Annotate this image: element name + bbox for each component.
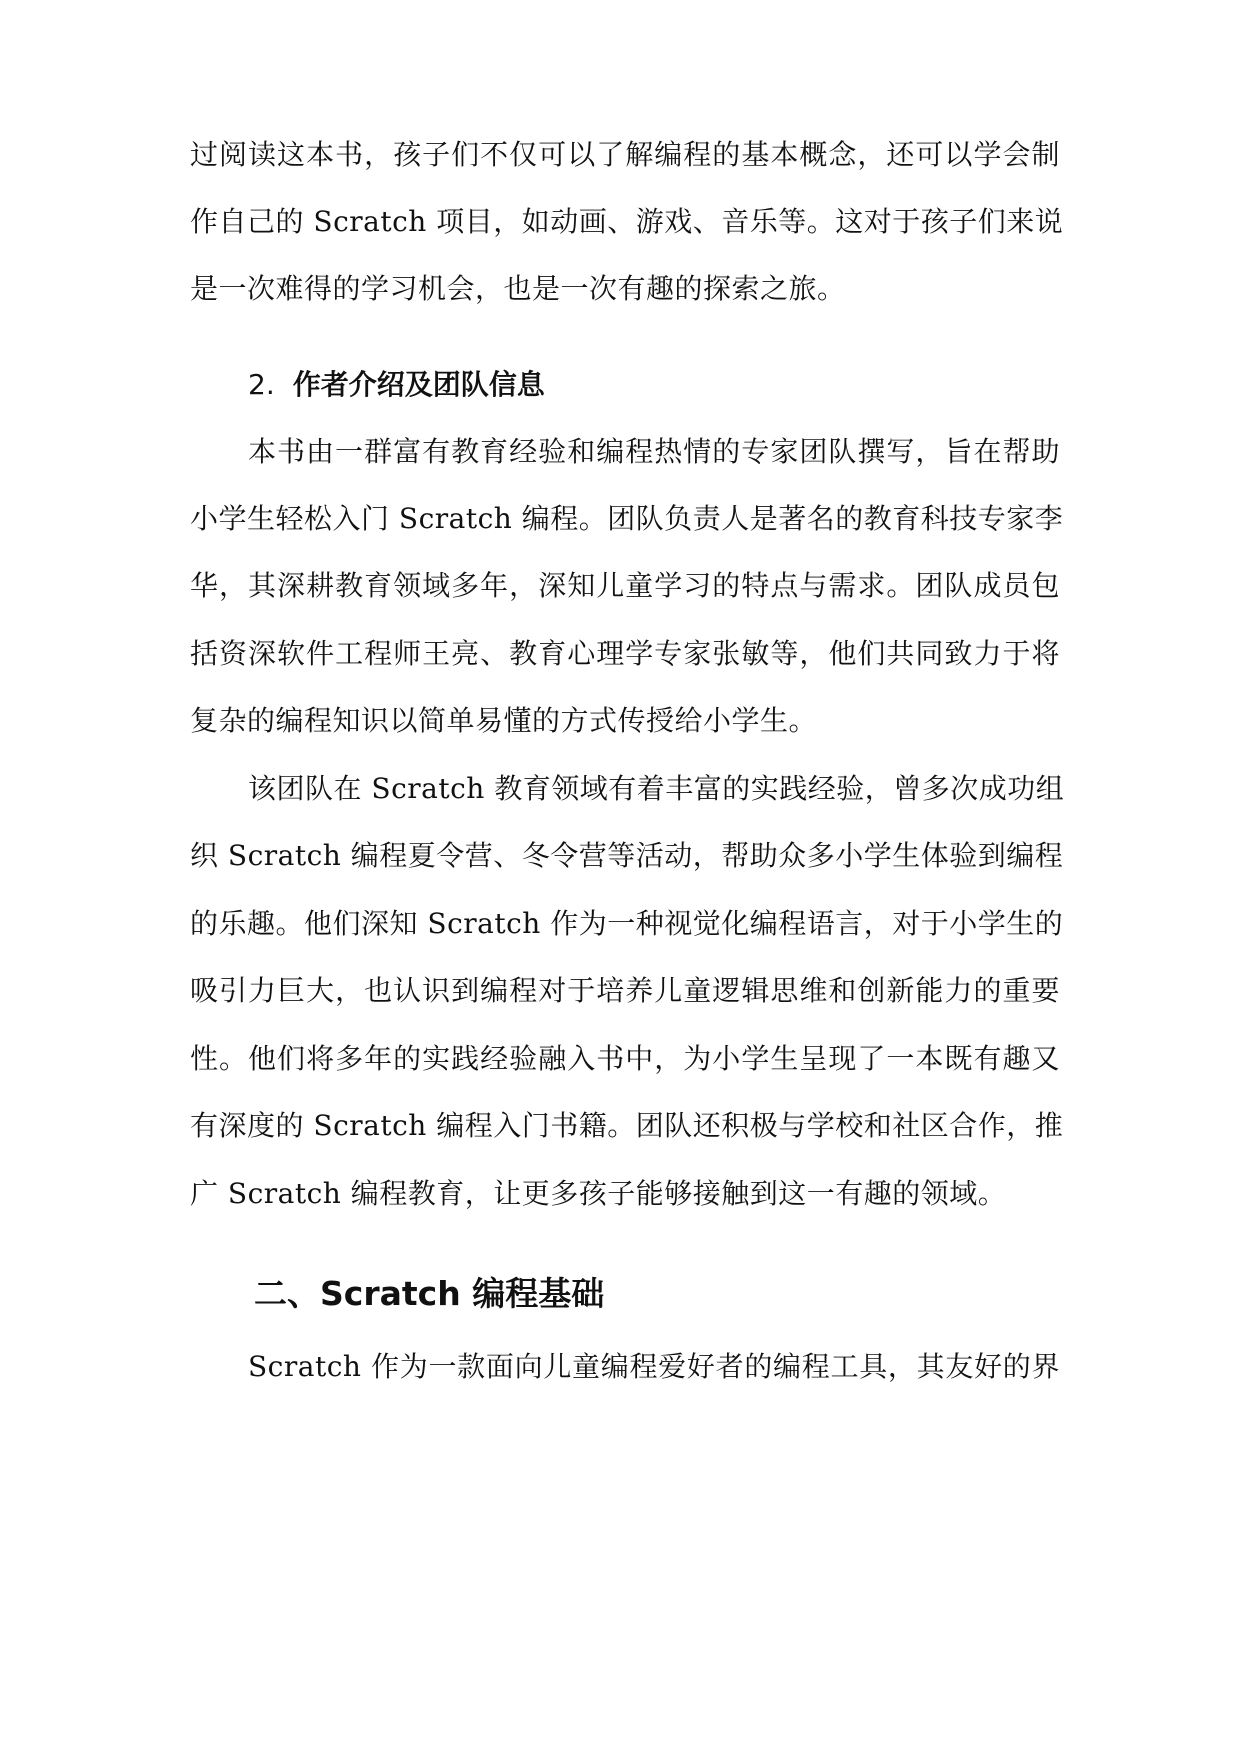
- section-number: 2.: [248, 368, 275, 401]
- intro-line-1: 过阅读这本书，孩子们不仅可以了解编程的基本概念，还可以学会制: [190, 138, 1060, 171]
- team-paragraph-line-4: 吸引力巨大，也认识到编程对于培养儿童逻辑思维和创新能力的重要: [190, 974, 1060, 1007]
- team-paragraph-line-2: 织 Scratch 编程夏令营、冬令营等活动，帮助众多小学生体验到编程: [190, 839, 1064, 872]
- intro-line-3: 是一次难得的学习机会，也是一次有趣的探索之旅。: [190, 272, 846, 305]
- intro-line-2: 作自己的 Scratch 项目，如动画、游戏、音乐等。这对于孩子们来说: [190, 205, 1064, 238]
- author-paragraph-line-3: 华，其深耕教育领域多年，深知儿童学习的特点与需求。团队成员包: [190, 569, 1060, 602]
- section-title: 作者介绍及团队信息: [292, 368, 545, 401]
- chapter-heading: 二、Scratch 编程基础: [254, 1274, 605, 1313]
- team-paragraph-line-5: 性。他们将多年的实践经验融入书中，为小学生呈现了一本既有趣又: [190, 1042, 1060, 1075]
- team-paragraph-line-6: 有深度的 Scratch 编程入门书籍。团队还积极与学校和社区合作，推: [190, 1109, 1064, 1142]
- team-paragraph-line-7: 广 Scratch 编程教育，让更多孩子能够接触到这一有趣的领域。: [190, 1177, 1007, 1210]
- team-paragraph-line-3: 的乐趣。他们深知 Scratch 作为一种视觉化编程语言，对于小学生的: [190, 907, 1064, 940]
- author-paragraph-line-5: 复杂的编程知识以简单易懂的方式传授给小学生。: [190, 704, 818, 737]
- author-paragraph-line-2: 小学生轻松入门 Scratch 编程。团队负责人是著名的教育科技专家李: [190, 502, 1064, 535]
- section-heading: [248, 365, 545, 405]
- author-paragraph-line-1: 本书由一群富有教育经验和编程热情的专家团队撰写，旨在帮助: [248, 435, 1060, 468]
- author-paragraph-line-4: 括资深软件工程师王亮、教育心理学专家张敏等，他们共同致力于将: [190, 637, 1060, 670]
- team-paragraph-line-1: 该团队在 Scratch 教育领域有着丰富的实践经验，曾多次成功组: [248, 772, 1065, 805]
- scratch-intro-line-1: Scratch 作为一款面向儿童编程爱好者的编程工具，其友好的界: [248, 1350, 1060, 1383]
